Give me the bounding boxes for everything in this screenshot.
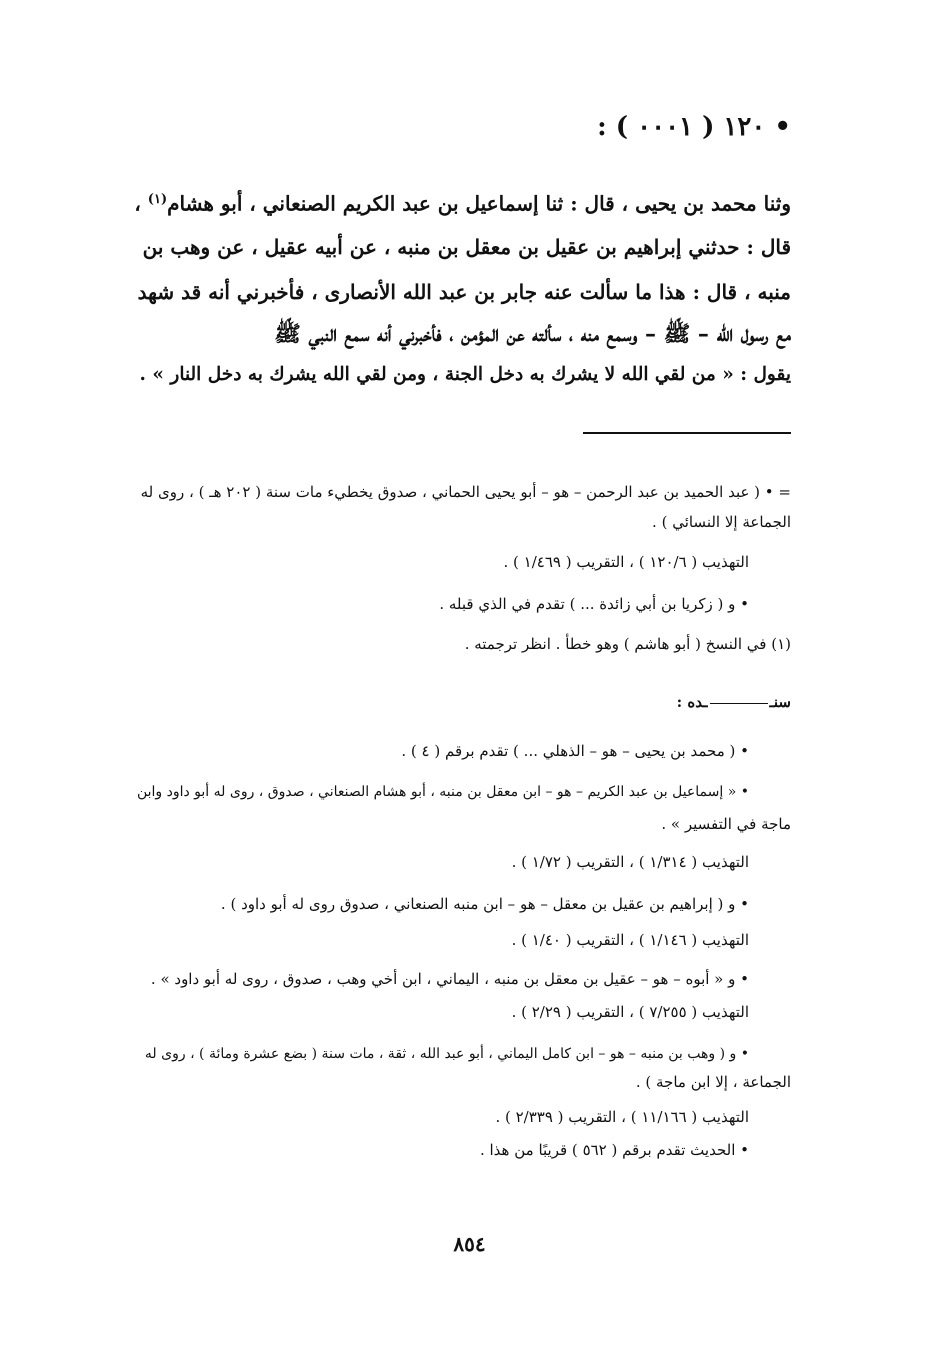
main-text-line-4: مع رسول الله – ﷺ – وسمع منه ، سألته عن المؤمن ، فأخبرني أنه سمع النبي ﷺ [274, 321, 791, 347]
main-text-line-5: يقول : « من لقي الله لا يشرك به دخل الجنة ، ومن لقي الله يشرك به دخل النار » . [139, 364, 791, 385]
sanad-line-8: التهذيب ( ٧/٢٥٥ ) ، التقريب ( ٢/٢٩ ) . [511, 1003, 749, 1021]
main-text-line-2: قال : حدثني إبراهيم بن عقيل بن معقل بن منبه ، عن أبيه عقيل ، عن وهب بن [142, 235, 791, 259]
sanad-line-6: التهذيب ( ١/١٤٦ ) ، التقريب ( ١/٤٠ ) . [511, 931, 749, 949]
sanad-line-4: التهذيب ( ١/٣١٤ ) ، التقريب ( ١/٧٢ ) . [511, 853, 749, 871]
hadith-heading: • ١٢٠ ( ٠٠٠١ ) : [597, 112, 791, 142]
sanad-line-3: ماجة في التفسير » . [661, 815, 791, 833]
sanad-line-9: • و ( وهب بن منبه – هو – ابن كامل اليماني ، أبو عبد الله ، ثقة ، مات سنة ( بضع عشرة ومائة ) ، روى له [144, 1046, 749, 1062]
section-label-sanad [677, 693, 791, 711]
footnote-marker: (١) [147, 192, 168, 207]
kashida-line [710, 703, 768, 704]
sanad-line-10: الجماعة ، إلا ابن ماجة ) . [635, 1073, 791, 1091]
sanad-line-2: • « إسماعيل بن عبد الكريم – هو – ابن معقل بن منبه ، أبو هشام الصنعاني ، صدوق ، روى له أبو داود وابن [136, 784, 749, 800]
main-text-line-1 [134, 180, 791, 220]
page-number: ٨٥٤ [453, 1232, 486, 1256]
sanad-line-12: • الحديث تقدم برقم ( ٥٦٢ ) قريبًا من هذا . [479, 1141, 749, 1159]
main-text-line-3: منبه ، قال : هذا ما سألت عنه جابر بن عبد الله الأنصارى ، فأخبرني أنه قد شهد [137, 280, 791, 304]
main-text-line-1-tail: ، [134, 191, 141, 216]
sanad-line-7: • و « أبوه – هو – عقيل بن معقل بن منبه ، اليماني ، ابن أخي وهب ، صدوق ، روى له أبو داود » . [150, 970, 749, 988]
sanad-line-1: • ( محمد بن يحيى – هو – الذهلي ... ) تقدم برقم ( ٤ ) . [401, 742, 749, 760]
footnote-line-4: • و ( زكريا بن أبي زائدة ... ) تقدم في الذي قبله . [439, 595, 749, 613]
footnote-1: (١) في النسخ ( أبو هاشم ) وهو خطأ . انظر ترجمته . [464, 635, 791, 653]
sanad-line-5: • و ( إبراهيم بن عقيل بن معقل – هو – ابن منبه الصنعاني ، صدوق روى له أبو داود ) . [220, 895, 749, 913]
sanad-line-11: التهذيب ( ١١/١٦٦ ) ، التقريب ( ٢/٣٣٩ ) . [495, 1108, 749, 1126]
footnote-separator [583, 432, 791, 434]
section-label-start: سنـ [769, 693, 791, 711]
footnote-line-1: = • ( عبد الحميد بن عبد الرحمن – هو – أبو يحيى الحماني ، صدوق يخطيء مات سنة ( ٢٠٢ هـ ) ، روى له [140, 483, 791, 501]
section-label-end: ـده : [676, 693, 708, 711]
main-text-line-1-body: وثنا محمد بن يحيى ، قال : ثنا إسماعيل بن عبد الكريم الصنعاني ، أبو هشام [167, 191, 791, 216]
footnote-line-2: الجماعة إلا النسائي ) . [652, 513, 791, 531]
footnote-line-3: التهذيب ( ١٢٠/٦ ) ، التقريب ( ١/٤٦٩ ) . [503, 553, 749, 571]
